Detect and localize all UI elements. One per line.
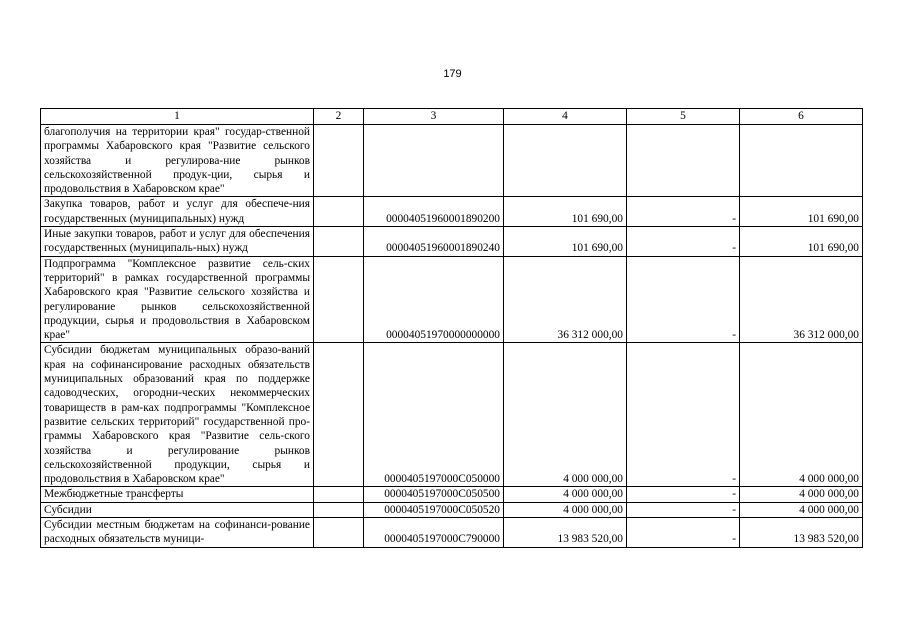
row-total: 101 690,00	[740, 197, 863, 227]
row-col2	[314, 227, 364, 257]
column-header-4: 4	[504, 109, 627, 125]
row-code: 0000405197000C050000	[364, 343, 504, 487]
row-total: 4 000 000,00	[740, 487, 863, 502]
row-total: 13 983 520,00	[740, 518, 863, 548]
row-total: 4 000 000,00	[740, 343, 863, 487]
row-amount: 4 000 000,00	[504, 487, 627, 502]
table-row	[41, 343, 863, 487]
row-total: 36 312 000,00	[740, 256, 863, 343]
row-amount: 101 690,00	[504, 227, 627, 257]
row-description: благополучия на территории края" государ-ственной программы Хабаровского края "Развитие сельского хозяйства и регулирова-ние рынков сельскохозяйственной продук-ции, сырья и продовольствия в Хабаровском крае"	[41, 125, 314, 197]
table-row	[41, 487, 863, 502]
row-amount: 4 000 000,00	[504, 502, 627, 517]
column-header-6: 6	[740, 109, 863, 125]
column-header-2: 2	[314, 109, 364, 125]
row-code: 00004051960001890240	[364, 227, 504, 257]
budget-table	[40, 108, 863, 548]
row-col2	[314, 125, 364, 197]
row-description: Субсидии	[41, 502, 314, 517]
row-col5: -	[627, 197, 740, 227]
table-row	[41, 197, 863, 227]
page-number: 179	[443, 68, 462, 80]
row-col2	[314, 197, 364, 227]
row-code: 0000405197000C050500	[364, 487, 504, 502]
row-code: 0000405196000189020​0	[364, 197, 504, 227]
table-row	[41, 518, 863, 548]
row-description: Межбюджетные трансферты	[41, 487, 314, 502]
row-code: 0000405197000C050520	[364, 502, 504, 517]
row-amount: 13 983 520,00	[504, 518, 627, 548]
row-total: 101 690,00	[740, 227, 863, 257]
row-description: Подпрограмма "Комплексное развитие сель-ских территорий" в рамках государственной программы Хабаровского края "Развитие сельского хозяйства и регулирование рынков сельскохозяйственной продукции, сырья и продовольствия в Хабаровском крае"	[41, 256, 314, 343]
column-header-3: 3	[364, 109, 504, 125]
row-code: 00004051970000000000	[364, 256, 504, 343]
table-row	[41, 256, 863, 343]
row-description: Закупка товаров, работ и услуг для обеспече-ния государственных (муниципальных) нужд	[41, 197, 314, 227]
table-row	[41, 227, 863, 257]
row-amount: 36 312 000,00	[504, 256, 627, 343]
row-col5: -	[627, 256, 740, 343]
row-col5: -	[627, 518, 740, 548]
row-col5: -	[627, 343, 740, 487]
row-col2	[314, 256, 364, 343]
header-row	[41, 109, 863, 125]
row-amount	[504, 125, 627, 197]
row-col2	[314, 487, 364, 502]
row-col5: -	[627, 502, 740, 517]
row-code	[364, 125, 504, 197]
row-col2	[314, 502, 364, 517]
row-col2	[314, 343, 364, 487]
row-description: Субсидии местным бюджетам на софинанси-рование расходных обязательств муници-	[41, 518, 314, 548]
column-header-1: 1	[41, 109, 314, 125]
row-col5: -	[627, 227, 740, 257]
row-amount: 101 690,00	[504, 197, 627, 227]
row-amount: 4 000 000,00	[504, 343, 627, 487]
row-total	[740, 125, 863, 197]
row-total: 4 000 000,00	[740, 502, 863, 517]
row-code: 0000405197000C790000	[364, 518, 504, 548]
column-header-5: 5	[627, 109, 740, 125]
row-description: Иные закупки товаров, работ и услуг для обеспечения государственных (муниципаль-ных) нужд	[41, 227, 314, 257]
table-row	[41, 502, 863, 517]
row-col2	[314, 518, 364, 548]
row-col5	[627, 125, 740, 197]
row-description: Субсидии бюджетам муниципальных образо-ваний края на софинансирование расходных обязательств муниципальных образований края по поддержке садоводческих, огородни-ческих некоммерческих товариществ в рам-ках подпрограммы "Комплексное развитие сельских территорий" государственной про-граммы Хабаровского края "Развитие сель-ского хозяйства и регулирование рынков сельскохозяйственной продукции, сырья и продовольствия в Хабаровском крае"	[41, 343, 314, 487]
row-col5: -	[627, 487, 740, 502]
table-row	[41, 125, 863, 197]
